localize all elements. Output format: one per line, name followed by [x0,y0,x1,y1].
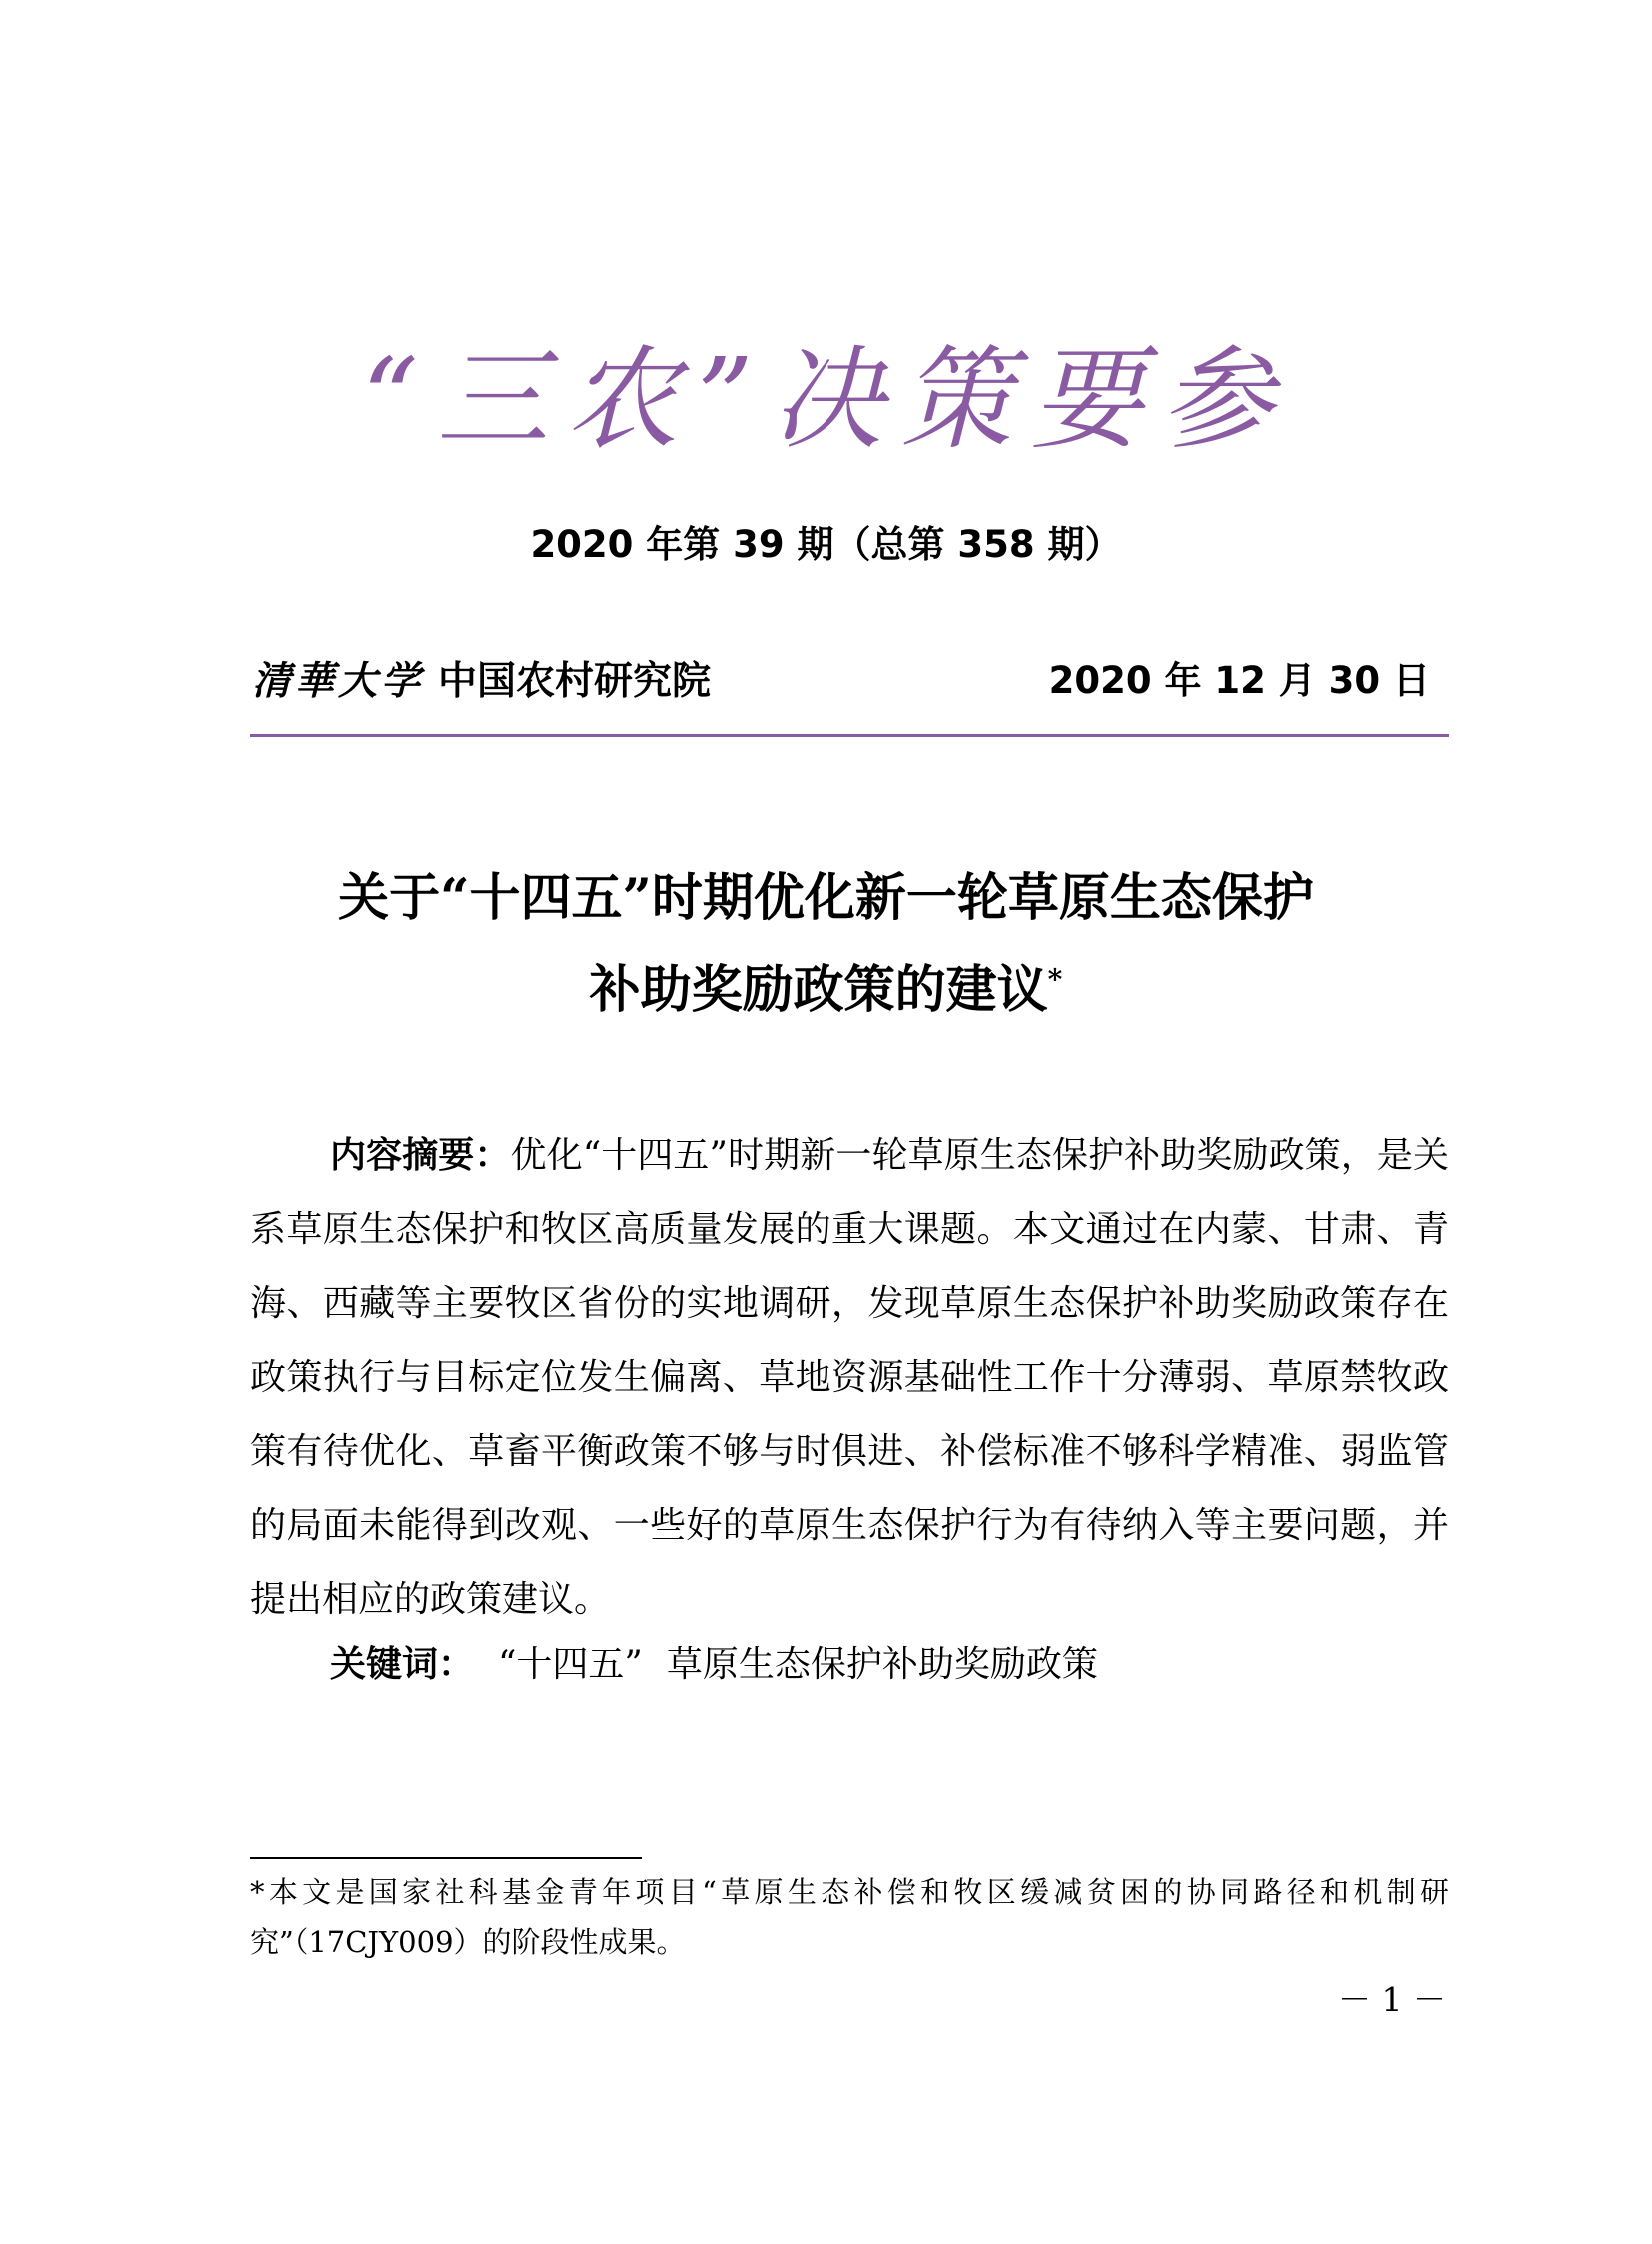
university-logo-text: 清華大学 [252,658,425,704]
keywords-line [330,1635,1098,1695]
keyword-item: “十四五” [498,1644,643,1685]
abstract-text: 优化“十四五”时期新一轮草原生态保护补助奖励政策，是关系草原生态保护和牧区高质量发展的重大课题。本文通过在内蒙、甘肃、青海、西藏等主要牧区省份的实地调研，发现草原生态保护补助奖励政策存在政策执行与目标定位发生偏离、草地资源基础性工作十分薄弱、草原禁牧政策有待优化、草畜平衡政策不够与时俱进、补偿标准不够科学精准、弱监管的局面未能得到改观、一些好的草原生态保护行为有待纳入等主要问题，并提出相应的政策建议。 [250,1135,1449,1620]
institution-line [252,655,711,708]
institute-name: 中国农村研究院 [438,659,712,704]
masthead-title: “三农”决策要参 [361,335,1291,465]
keywords-label: 关键词： [330,1644,475,1685]
header-divider [250,734,1449,737]
article-title-line-2 [0,944,1652,1036]
abstract-paragraph [250,1120,1449,1637]
page-number: － 1 － [1338,1980,1446,2019]
article-title [0,852,1652,1036]
footnote-text: *本文是国家社科基金青年项目“草原生态补偿和牧区缓减贫困的协同路径和机制研究”（17CJY009）的阶段性成果。 [250,1875,1449,1959]
footnote-divider [250,1857,642,1859]
article-title-line-1: 关于“十四五”时期优化新一轮草原生态保护 [338,868,1314,928]
article-title-line-2-text: 补助奖励政策的建议 [589,960,1048,1020]
footnote-marker: * [1047,963,1063,996]
keyword-item: 草原生态保护补助奖励政策 [666,1644,1098,1685]
issue-number: 2020 年第 39 期（总第 358 期） [530,523,1122,566]
abstract-label: 内容摘要： [330,1135,511,1176]
publication-date: 2020 年 12 月 30 日 [1048,659,1430,702]
